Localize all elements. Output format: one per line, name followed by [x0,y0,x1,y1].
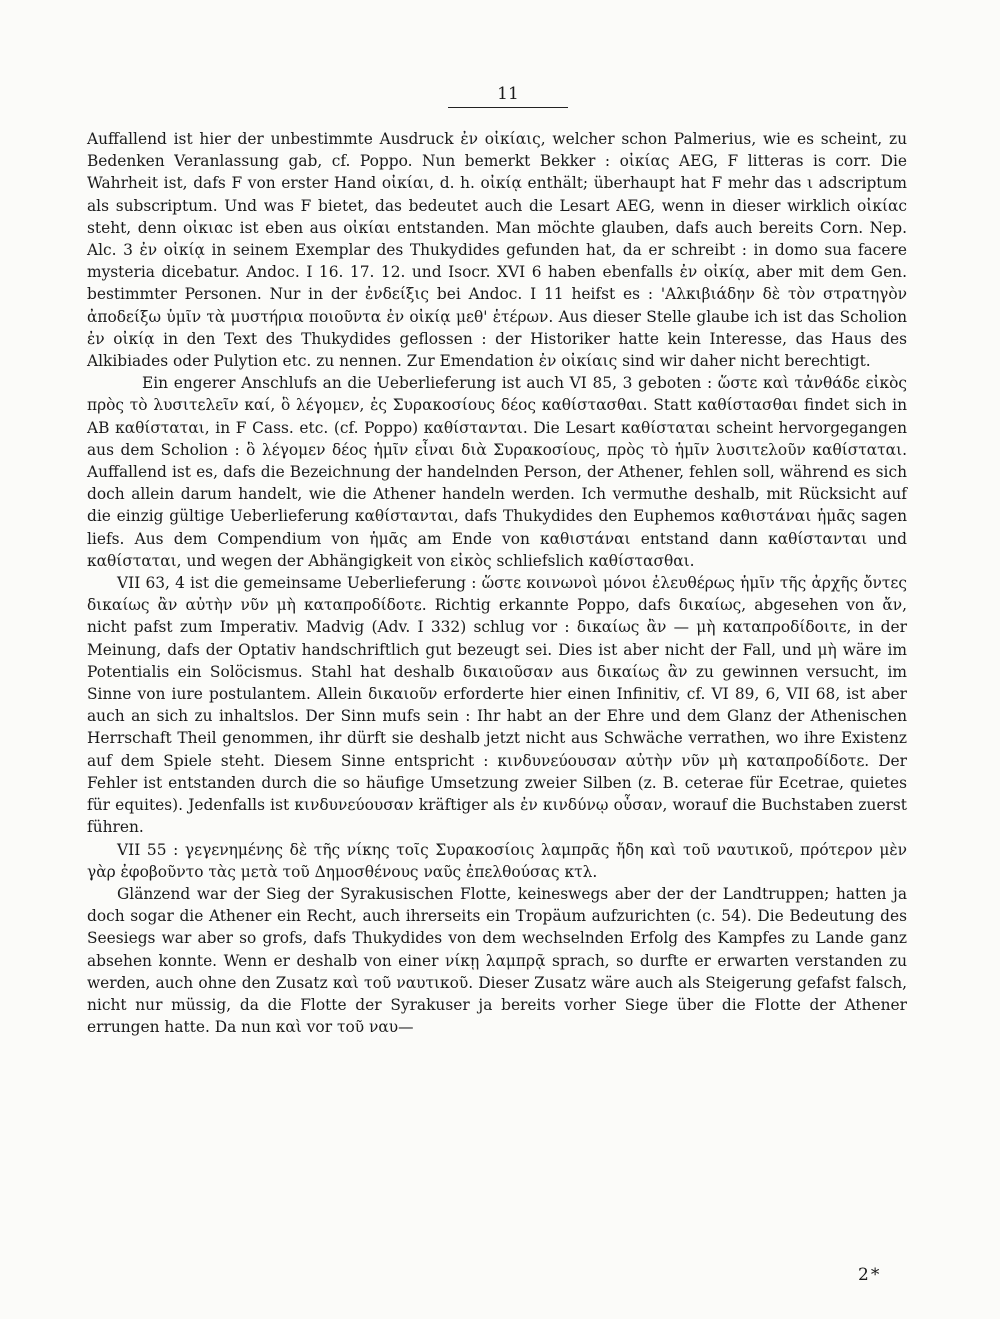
paragraph-5: Glänzend war der Sieg der Syrakusischen Flotte, keineswegs aber der der Landtruppen; hatten ja doch sogar die Athener ein Recht, auch ihrerseits ein Tropäum aufzurichten (c. 54). Die Bedeutung des Seesiegs war aber so grofs, dafs Thukydides von dem wechselnden Erfolg des Kampfes zu Lande ganz absehen konnte. Wenn er deshalb von einer νίκῃ λαμπρᾷ sprach, so durfte er erwarten verstanden zu werden, auch ohne den Zusatz καὶ τοῦ ναυτικοῦ. Dieser Zusatz wäre auch als Steigerung gefafst falsch, nicht nur müssig, da die Flotte der Syrakuser ja bereits vorher Siege über die Flotte der Athener errungen hatte. Da nun καὶ vor τοῦ ναυ— [87,884,907,1037]
body-text [87,128,907,1038]
paragraph-1: Auffallend ist hier der unbestimmte Ausdruck ἐν οἰκίαις, welcher schon Palmerius, wie es scheint, zu Bedenken Veranlassung gab, cf. Poppo. Nun bemerkt Bekker : οἰκίας AEG, F litteras is corr. Die Wahrheit ist, dafs F von erster Hand οἰκίαι, d. h. οἰκίᾳ enthält; überhaupt hat F mehr das ι adscriptum als subscriptum. Und was F bietet, das bedeutet auch die Lesart AEG, wenn in dieser wirklich οἰκίαc steht, denn οἰκιαc ist eben aus οἰκίαι entstanden. Man möchte glauben, dafs auch bereits Corn. Nep. Alc. 3 ἐν οἰκίᾳ in seinem Exemplar des Thukydides gefunden hat, da er schreibt : in domo sua facere mysteria dicebatur. Andoc. I 16. 17. 12. und Isocr. XVI 6 haben ebenfalls ἐν οἰκίᾳ, aber mit dem Gen. bestimmter Personen. Nur in der ἐνδείξις bei Andoc. I 11 heifst es : 'Αλκιβιάδην δὲ τὸν στρατηγὸν ἀποδείξω ὑμῖν τὰ μυστήρια ποιοῦντα ἐν οἰκίᾳ μεθ' ἑτέρων. Aus dieser Stelle glaube ich ist das Scholion ἐν οἰκίᾳ in den Text des Thukydides geflossen : der Historiker hatte kein Interesse, das Haus des Alkibiades oder Pulytion etc. zu nennen. Zur Emendation ἐν οἰκίαις sind wir daher nicht berechtigt. [87,130,907,371]
header-rule [448,107,568,108]
paragraph-3: VII 63, 4 ist die gemeinsame Ueberlieferung : ὥστε κοινωνοὶ μόνοι ἐλευθέρως ἡμῖν τῆς ἀρχῆς ὄντες δικαίως ἂν αὐτὴν νῦν μὴ καταπροδίδοτε. Richtig erkannte Poppo, dafs δικαίως, abgesehen von ἄν, nicht pafst zum Imperativ. Madvig (Adv. I 332) schlug vor : δικαίως ἂν — μὴ καταπροδίδοιτε, in der Meinung, dafs der Optativ handschriftlich gut bezeugt sei. Dies ist aber nicht der Fall, und μὴ wäre im Potentialis ein Solöcismus. Stahl hat deshalb δικαιοῦσαν aus δικαίως ἂν zu gewinnen versucht, im Sinne von iure postulantem. Allein δικαιοῦν erforderte hier einen Infinitiv, cf. VI 89, 6, VII 68, ist aber auch an sich zu inhaltslos. Der Sinn mufs sein : Ihr habt an der Ehre und dem Glanz der Athenischen Herrschaft Theil genommen, ihr dürft sie deshalb jetzt nicht aus Schwäche verrathen, wo ihre Existenz auf dem Spiele steht. Diesem Sinne entspricht : κινδυνεύουσαν αὐτὴν νῦν μὴ καταπροδίδοτε. Der Fehler ist entstanden durch die so häufige Umsetzung zweier Silben (z. B. ceterae für Ecetrae, quietes für equites). Jedenfalls ist κινδυνεύουσαν kräftiger als ἐν κινδύνῳ οὖσαν, worauf die Buchstaben zuerst führen. [87,574,907,837]
paragraph-2: Ein engerer Anschlufs an die Ueberlieferung ist auch VI 85, 3 geboten : ὥστε καὶ τἀνθάδε εἰκὸς πρὸς τὸ λυσιτελεῖν καί, ὃ λέγομεν, ἐς Συρακοσίους δέος καθίστασθαι. Statt καθίστασθαι findet sich in AB καθίσταται, in F Cass. etc. (cf. Poppo) καθίστανται. Die Lesart καθίσταται scheint hervorgegangen aus dem Scholion : ὃ λέγομεν δέος ἡμῖν εἶναι διὰ Συρακοσίους, πρὸς τὸ ἡμῖν λυσιτελοῦν καθίσταται. Auffallend ist es, dafs die Bezeichnung der handelnden Person, der Athener, fehlen soll, während es sich doch allein darum handelt, wie die Athener handeln werden. Ich vermuthe deshalb, mit Rücksicht auf die einzig gültige Ueberlieferung καθίστανται, dafs Thukydides den Euphemos καθιστάναι ἡμᾶς sagen liefs. Aus dem Compendium von ἡμᾶς am Ende von καθιστάναι entstand dann καθίστανται und καθίσταται, und wegen der Abhängigkeit von εἰκὸς schliefslich καθίστασθαι. [87,374,907,570]
page-number: 11 [497,84,519,104]
signature-mark: 2* [858,1265,882,1285]
paragraph-4: VII 55 : γεγενημένης δὲ τῆς νίκης τοῖς Συρακοσίοις λαμπρᾶς ἤδη καὶ τοῦ ναυτικοῦ, πρότερον μὲν γὰρ ἐφοβοῦντο τὰς μετὰ τοῦ Δημοσθένους ναῦς ἐπελθούσας κτλ. [87,840,907,881]
